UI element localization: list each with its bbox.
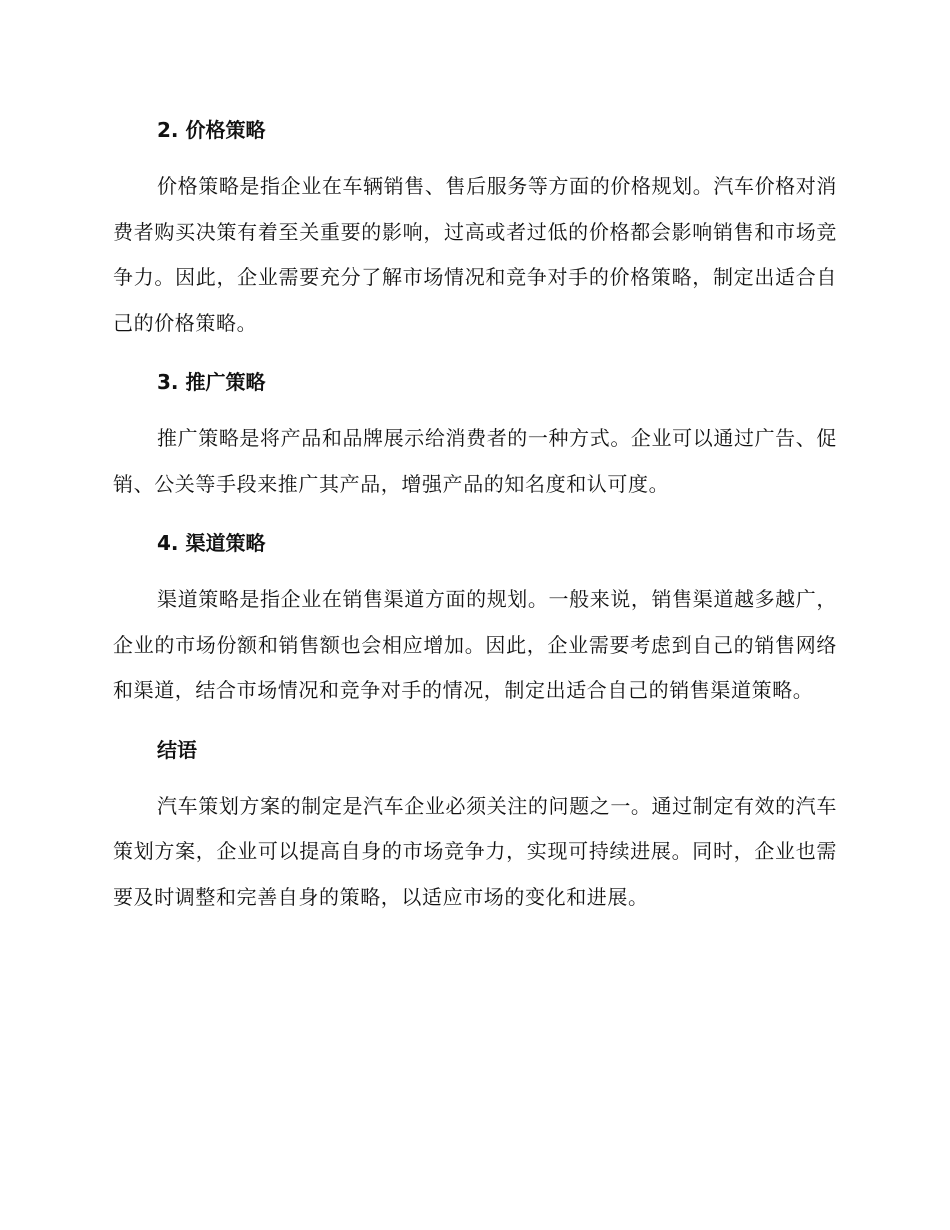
section-heading-promotion: 3. 推广策略: [157, 370, 266, 394]
section-paragraph-promotion: 推广策略是将产品和品牌展示给消费者的一种方式。企业可以通过广告、促销、公关等手段来推广其产品，增强产品的知名度和认可度。: [113, 426, 837, 496]
section-paragraph-channel: 渠道策略是指企业在销售渠道方面的规划。一般来说，销售渠道越多越广，企业的市场份额和销售额也会相应增加。因此，企业需要考虑到自己的销售网络和渠道，结合市场情况和竞争对手的情况，制定出适合自己的销售渠道策略。: [113, 587, 837, 702]
document-body: [113, 108, 837, 920]
section-heading-conclusion: 结语: [157, 737, 197, 762]
section-heading-pricing: 2. 价格策略: [157, 118, 266, 142]
section-heading-channel: 4. 渠道策略: [157, 531, 266, 555]
section-paragraph-pricing: 价格策略是指企业在车辆销售、售后服务等方面的价格规划。汽车价格对消费者购买决策有着至关重要的影响，过高或者过低的价格都会影响销售和市场竞争力。因此，企业需要充分了解市场情况和竞争对手的价格策略，制定出适合自己的价格策略。: [113, 174, 837, 335]
section-paragraph-conclusion: 汽车策划方案的制定是汽车企业必须关注的问题之一。通过制定有效的汽车策划方案，企业可以提高自身的市场竞争力，实现可持续进展。同时，企业也需要及时调整和完善自身的策略，以适应市场的变化和进展。: [113, 793, 837, 909]
